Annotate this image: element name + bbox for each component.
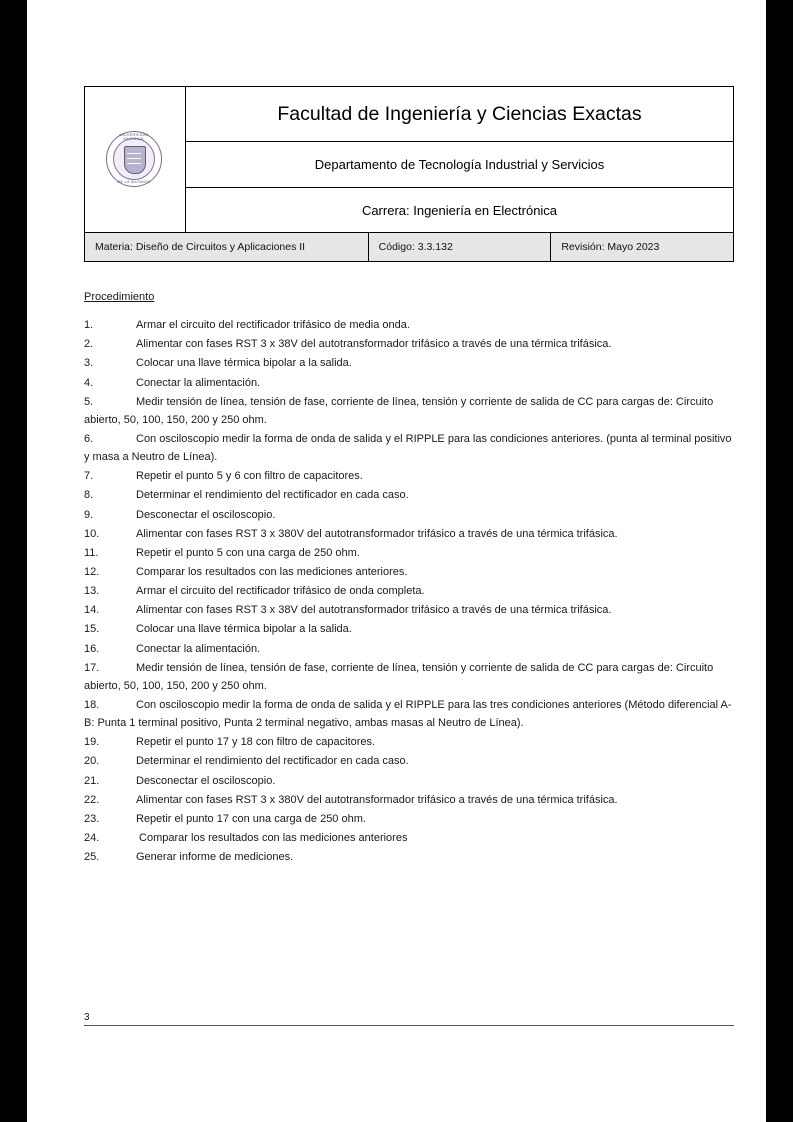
procedure-step xyxy=(84,467,734,485)
step-text: Comparar los resultados con las mediciones anteriores. xyxy=(136,565,408,578)
procedure-section xyxy=(84,288,734,866)
code-field: Código: 3.3.132 xyxy=(368,233,551,262)
step-number: 10. xyxy=(84,527,100,540)
procedure-step xyxy=(84,696,734,732)
section-title: Procedimiento xyxy=(84,291,155,303)
step-number: 6. xyxy=(84,432,94,445)
page-number: 3 xyxy=(84,1012,90,1023)
step-text: Medir tensión de línea, tensión de fase, corriente de línea, tensión y corriente de salida de CC para cargas de: Circuito abierto, 50, 100, 150, 200 y 250 ohm. xyxy=(84,661,714,692)
step-text: Desconectar el osciloscopio. xyxy=(136,508,276,521)
step-number: 4. xyxy=(84,376,94,389)
faculty-title: Facultad de Ingeniería y Ciencias Exactas xyxy=(186,87,733,142)
step-number: 22. xyxy=(84,793,100,806)
step-number: 13. xyxy=(84,585,100,598)
step-text: Repetir el punto 5 con una carga de 250 ohm. xyxy=(136,546,360,559)
step-number: 1. xyxy=(84,319,94,332)
step-number: 23. xyxy=(84,812,100,825)
step-number: 25. xyxy=(84,851,100,864)
procedure-step xyxy=(84,848,734,866)
step-number: 17. xyxy=(84,661,100,674)
header-titles-cell xyxy=(186,87,734,233)
procedure-step xyxy=(84,563,734,581)
procedure-step xyxy=(84,659,734,695)
career-title: Carrera: Ingeniería en Electrónica xyxy=(361,202,558,218)
step-text: Determinar el rendimiento del rectificador en cada caso. xyxy=(136,755,409,768)
procedure-steps-list xyxy=(84,316,734,866)
step-text: Alimentar con fases RST 3 x 380V del autotransformador trifásico a través de una térmica trifásica. xyxy=(136,793,618,806)
step-text: Armar el circuito del rectificador trifásico de onda completa. xyxy=(136,585,425,598)
revision-field: Revisión: Mayo 2023 xyxy=(551,233,734,262)
department-title: Departamento de Tecnología Industrial y Servicios xyxy=(186,142,733,188)
procedure-step xyxy=(84,601,734,619)
step-text: Repetir el punto 17 y 18 con filtro de capacitores. xyxy=(136,736,376,749)
step-number: 7. xyxy=(84,470,94,483)
step-number: 12. xyxy=(84,565,100,578)
document-page xyxy=(27,0,766,1122)
procedure-step xyxy=(84,772,734,790)
procedure-step xyxy=(84,544,734,562)
step-text: Colocar una llave térmica bipolar a la salida. xyxy=(136,623,352,636)
step-text: Repetir el punto 17 con una carga de 250 ohm. xyxy=(136,812,366,825)
step-text: Conectar la alimentación. xyxy=(136,376,261,389)
step-number: 9. xyxy=(84,508,94,521)
footer-divider xyxy=(84,1025,734,1026)
step-text: Conectar la alimentación. xyxy=(136,642,261,655)
page-footer xyxy=(84,1012,734,1026)
procedure-step xyxy=(84,582,734,600)
procedure-step xyxy=(84,354,734,372)
procedure-step xyxy=(84,733,734,751)
step-text: Desconectar el osciloscopio. xyxy=(136,774,276,787)
step-number: 15. xyxy=(84,623,100,636)
step-number: 3. xyxy=(84,357,94,370)
step-text: Colocar una llave térmica bipolar a la salida. xyxy=(136,357,352,370)
step-number: 20. xyxy=(84,755,100,768)
procedure-step xyxy=(84,752,734,770)
step-text: Generar informe de mediciones. xyxy=(136,851,294,864)
step-number: 14. xyxy=(84,604,100,617)
step-text: Alimentar con fases RST 3 x 38V del autotransformador trifásico a través de una térmica trifásica. xyxy=(136,338,612,351)
step-number: 16. xyxy=(84,642,100,655)
step-number: 2. xyxy=(84,338,94,351)
step-number: 8. xyxy=(84,489,94,502)
step-number: 5. xyxy=(84,395,94,408)
step-number: 11. xyxy=(84,546,99,559)
step-text: Armar el circuito del rectificador trifásico de media onda. xyxy=(136,319,410,332)
procedure-step xyxy=(84,374,734,392)
step-number: 24. xyxy=(84,831,100,844)
procedure-step xyxy=(84,620,734,638)
step-number: 21. xyxy=(84,774,100,787)
procedure-step xyxy=(84,506,734,524)
step-text: Alimentar con fases RST 3 x 38V del autotransformador trifásico a través de una térmica trifásica. xyxy=(136,604,612,617)
procedure-step xyxy=(84,335,734,353)
step-text: Comparar los resultados con las mediciones anteriores xyxy=(136,831,408,844)
step-text: Medir tensión de línea, tensión de fase, corriente de línea, tensión y corriente de salida de CC para cargas de: Circuito abierto, 50, 100, 150, 200 y 250 ohm. xyxy=(84,395,714,426)
procedure-step xyxy=(84,316,734,334)
procedure-step xyxy=(84,829,734,847)
procedure-step xyxy=(84,486,734,504)
procedure-step xyxy=(84,430,734,466)
procedure-step xyxy=(84,525,734,543)
step-text: Repetir el punto 5 y 6 con filtro de capacitores. xyxy=(136,470,363,483)
step-number: 18. xyxy=(84,698,100,711)
step-number: 19. xyxy=(84,736,100,749)
seal-top-text: UNIVERSIDAD NACIONAL xyxy=(119,133,149,141)
step-text: Con osciloscopio medir la forma de onda de salida y el RIPPLE para las condiciones anteriores. (punta al terminal positivo y masa a Neutro de Línea). xyxy=(84,432,732,464)
seal-bottom-text: DE LA MATANZA xyxy=(117,180,151,184)
procedure-step xyxy=(84,791,734,809)
procedure-step xyxy=(84,640,734,658)
procedure-step xyxy=(84,393,734,429)
university-logo-cell xyxy=(85,87,186,233)
university-seal-icon xyxy=(106,131,164,189)
step-text: Alimentar con fases RST 3 x 380V del autotransformador trifásico a través de una térmica trifásica. xyxy=(136,527,618,540)
step-text: Determinar el rendimiento del rectificador en cada caso. xyxy=(136,489,409,502)
subject-field: Materia: Diseño de Circuitos y Aplicaciones II xyxy=(85,233,369,262)
page-content xyxy=(84,86,734,867)
step-text: Con osciloscopio medir la forma de onda de salida y el RIPPLE para las tres condiciones anteriores (Método diferencial A-B: Punta 1 terminal positivo, Punta 2 terminal negativo, ambas masas al Neutro de Línea). xyxy=(84,698,732,730)
procedure-step xyxy=(84,810,734,828)
document-header-table xyxy=(84,86,734,262)
